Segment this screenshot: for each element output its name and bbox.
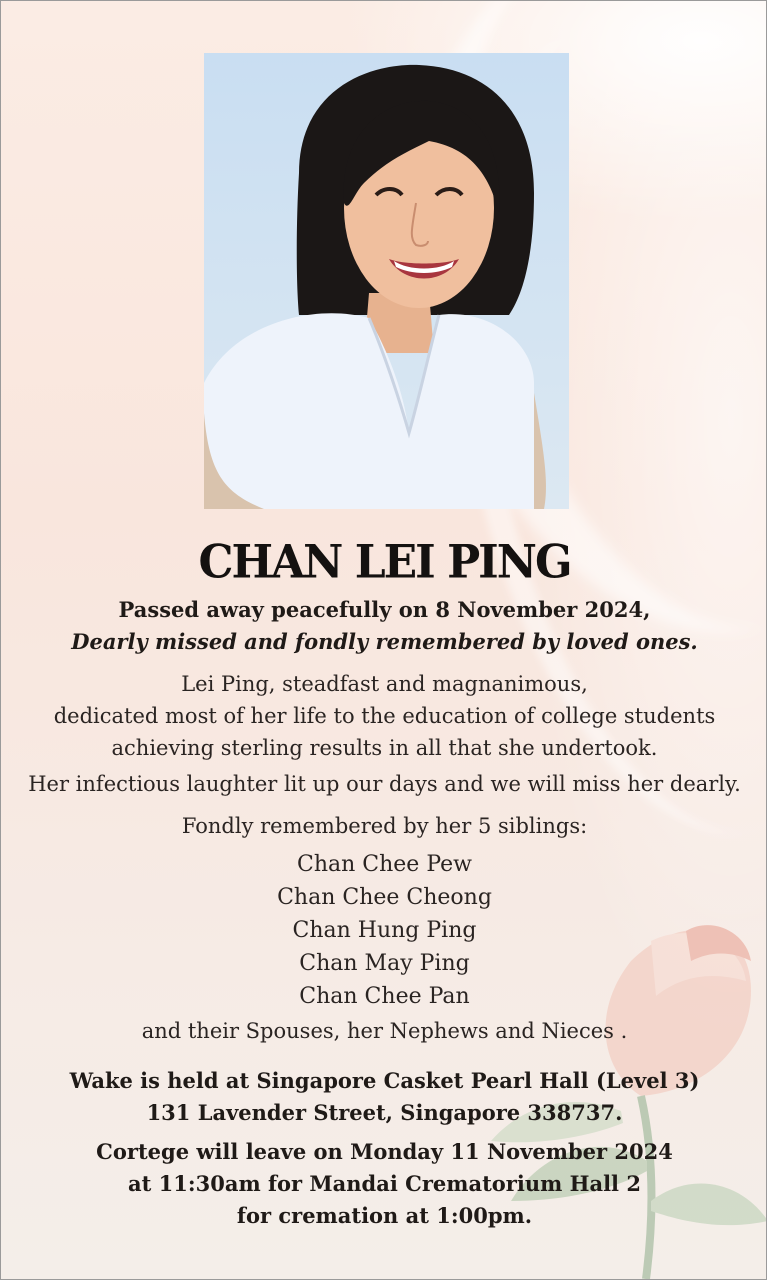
laughter-line-block — [1, 768, 767, 800]
sibling-name: Chan Chee Cheong — [277, 885, 492, 910]
laughter-line: Her infectious laughter lit up our days and we will miss her dearly. — [28, 772, 741, 796]
family-line: and their Spouses, her Nephews and Nieces . — [141, 1019, 628, 1043]
tribute-line: Lei Ping, steadfast and magnanimous, — [181, 672, 588, 696]
cortege-line: for cremation at 1:00pm. — [236, 1203, 533, 1228]
tribute-line: achieving sterling results in all that she undertook. — [111, 736, 658, 760]
cortege-line: Cortege will leave on Monday 11 November 2024 — [96, 1139, 673, 1164]
family-line-block — [1, 1015, 767, 1047]
tribute-line: dedicated most of her life to the education of college students — [53, 704, 716, 728]
passed-line: Passed away peacefully on 8 November 2024, — [118, 597, 651, 622]
wake-line: 131 Lavender Street, Singapore 338737. — [146, 1100, 623, 1125]
portrait-photo — [204, 53, 569, 509]
remembered-line: Dearly missed and fondly remembered by loved ones. — [71, 629, 698, 654]
sibling-name: Chan May Ping — [299, 951, 470, 976]
wake-details — [1, 1065, 767, 1129]
sibling-name: Chan Chee Pan — [299, 984, 470, 1009]
wake-line: Wake is held at Singapore Casket Pearl Hall (Level 3) — [69, 1068, 700, 1093]
tribute-paragraph — [1, 668, 767, 764]
sibling-name: Chan Chee Pew — [297, 852, 472, 877]
siblings-intro: Fondly remembered by her 5 siblings: — [181, 814, 588, 838]
cortege-line: at 11:30am for Mandai Crematorium Hall 2 — [128, 1171, 641, 1196]
siblings-intro-block — [1, 810, 767, 842]
death-announcement — [1, 594, 767, 658]
siblings-list — [1, 848, 767, 1013]
sibling-name: Chan Hung Ping — [292, 918, 477, 943]
deceased-name: CHAN LEI PING — [198, 535, 571, 590]
cortege-details — [1, 1136, 767, 1232]
